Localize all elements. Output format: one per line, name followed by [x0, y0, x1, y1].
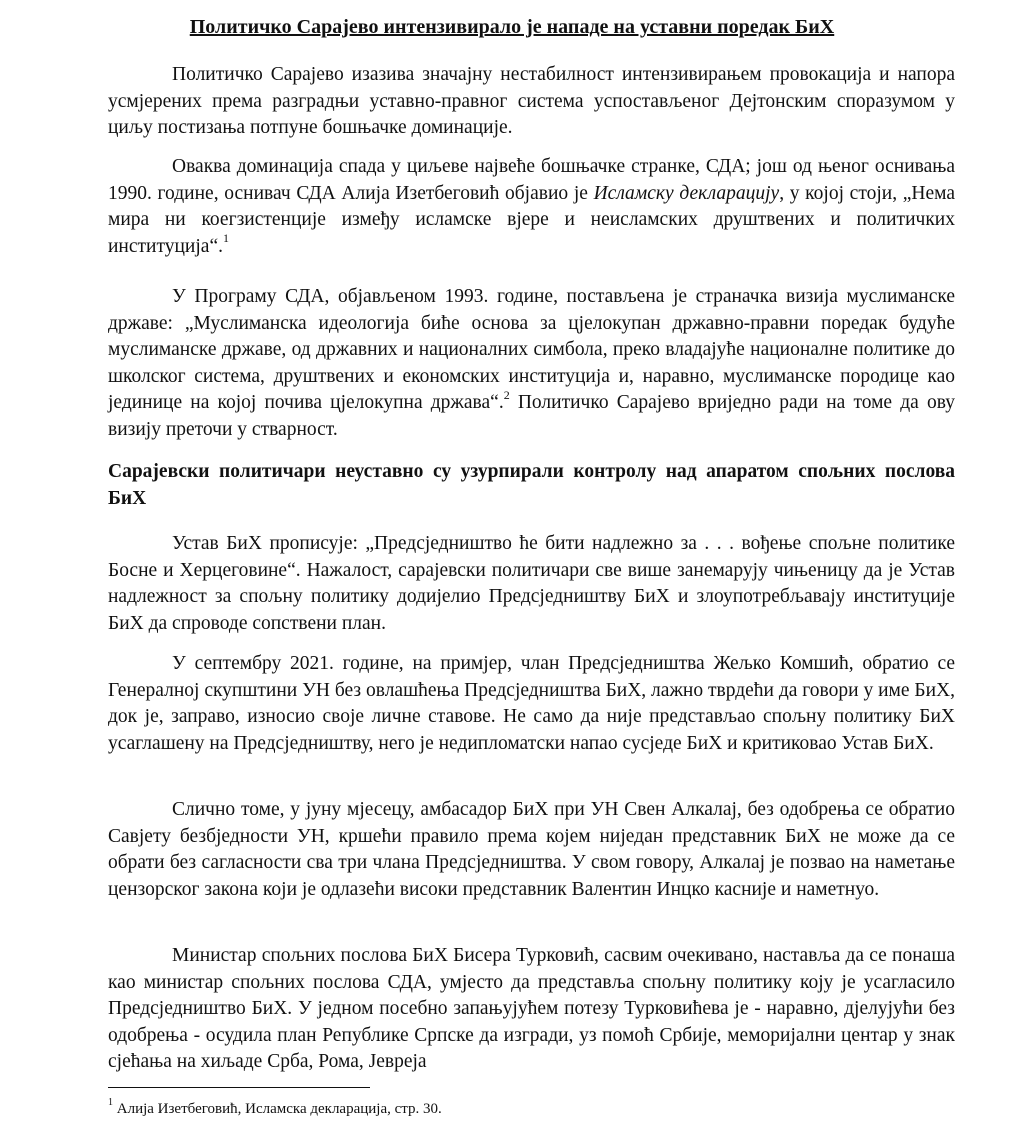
- paragraph-2-text: Оваква доминација спада у циљеве највеће бошњачке странке, СДА; још од њеног оснивања 1990. године, оснивач СДА Алија Изетбеговић објавио је: [108, 156, 955, 204]
- paragraph-4: Устав БиХ прописује: „Предсједништво ће бити надлежно за . . . вођење спољне политике Босне и Херцеговине“. Нажалост, сарајевски политичари све више занемарују чињеницу да је Устав надлежност за спољну политику додијелио Предсједништву БиХ и злоупотребљавају институције БиХ да спроводе сопствени план.: [108, 533, 955, 634]
- footnote: [108, 1097, 955, 1118]
- paragraph-3: [108, 284, 955, 443]
- footnote-text: Алија Изетбеговић, Исламска декларација, стр. 30.: [116, 1101, 442, 1117]
- footnote-ref-1[interactable]: 1: [222, 231, 229, 245]
- paragraph-3-text: У Програму СДА, објављеном 1993. године, постављена је страначка визија муслиманске државе: „Муслиманска идеологија биће основа за цјелокупан државно-правни поредак будуће муслиманске државе, од државних и националних симбола, преко владајуће националне политике до школског система, друштвених и економских институција и, наравно, муслиманске породице као јединице на којој почива цјелокупна држава“.: [108, 286, 955, 413]
- section-heading: Сарајевски политичари неуставно су узурпирали контролу над апаратом спољних послова БиХ: [108, 461, 955, 509]
- footnote-number: 1: [108, 1097, 113, 1108]
- footnote-divider: [108, 1087, 370, 1088]
- footnote-ref-2[interactable]: 2: [503, 387, 510, 402]
- paragraph-7: Министар спољних послова БиХ Бисера Турковић, сасвим очекивано, наставља да се понаша као министар спољних послова СДА, умјесто да представља спољну политику коју је усагласило Предсједништво БиХ. У једном посебно запањујућем потезу Турковићева је - наравно, дјелујући без одобрења - осудила план Републике Српске да изгради, уз помоћ Србије, меморијални центар у знак сјећања на хиљаде Срба, Рома, Јевреја: [108, 945, 955, 1072]
- paragraph-2-text-end: , у којој стоји, „Нема мира ни коегзистенције између исламске вјере и неисламских друштвених и политичких институција“.: [108, 182, 955, 257]
- paragraph-1: Политичко Сарајево изазива значајну нестабилност интензивирањем провокација и напора усмјерених према разградњи уставно-правног система успостављеног Дејтонским споразумом у циљу постизања потпуне бошњачке доминације.: [108, 64, 955, 138]
- page-title: Политичко Сарајево интензивирало је нападе на уставни поредак БиХ: [189, 16, 835, 38]
- paragraph-2-italic-title: Исламску декларацију: [593, 182, 780, 204]
- paragraph-6: Слично томе, у јуну мјесецу, амбасадор БиХ при УН Свен Алкалај, без одобрења се обратио Савјету безбједности УН, кршећи правило према којем ниједан представник БиХ не може да се обрати без сагласности сва три члана Предсједништва. У свом говору, Алкалај је позвао на наметање цензорског закона који је одлазећи високи представник Валентин Инцко касније и наметнуо.: [108, 799, 955, 900]
- paragraph-3-text-end: Политичко Сарајево вриједно ради на томе да ову визију преточи у стварност.: [108, 392, 955, 440]
- paragraph-2: [108, 154, 955, 260]
- paragraph-5: У септембру 2021. године, на примјер, члан Предсједништва Жељко Комшић, обратио се Генералној скупштини УН без овлашћења Предсједништва БиХ, лажно тврдећи да говори у име БиХ, док је, заправо, износио своје личне ставове. Не само да није представљао спољну политику БиХ усаглашену на Предсједништву, него је недипломатски напао сусједе БиХ и критиковао Устав БиХ.: [108, 653, 955, 754]
